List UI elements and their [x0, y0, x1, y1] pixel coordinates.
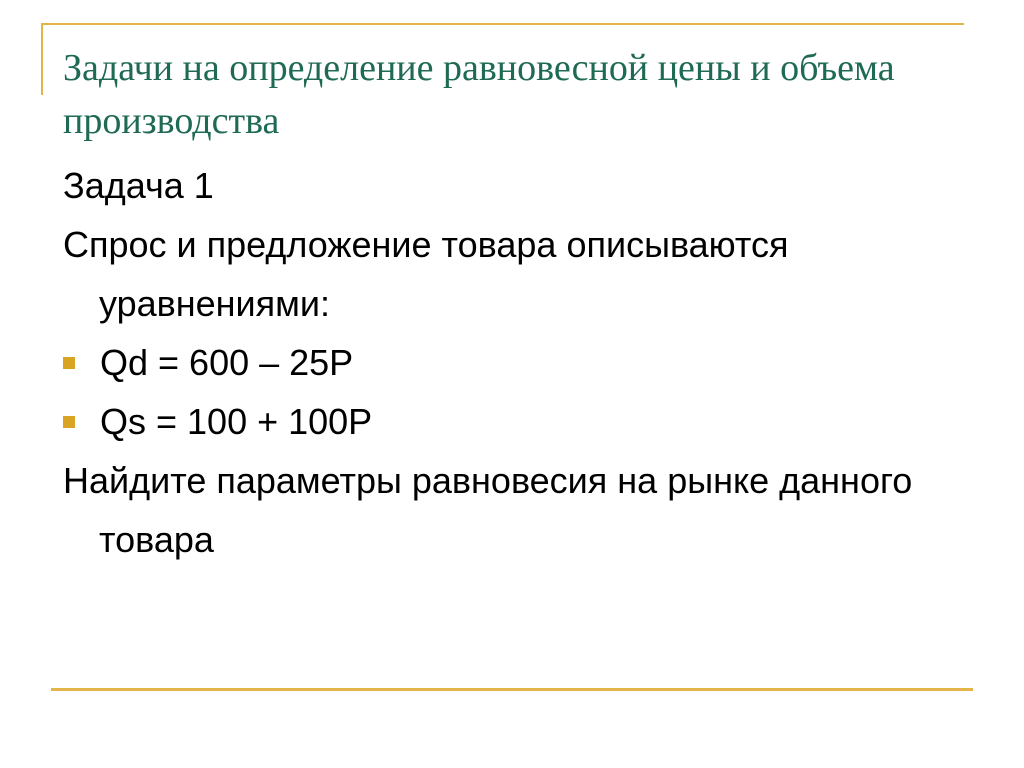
equation-item — [63, 333, 963, 392]
demand-equation: Qd = 600 – 25P — [100, 342, 354, 383]
top-rule — [41, 23, 964, 25]
slide-title: Задачи на определение равновесной цены и объема производства — [63, 47, 895, 142]
bottom-rule — [51, 688, 973, 691]
square-bullet-icon — [63, 357, 75, 369]
square-bullet-icon — [63, 416, 75, 428]
task-intro: Спрос и предложение товара описываются уравнениями: — [63, 224, 789, 324]
supply-equation: Qs = 100 + 100P — [100, 401, 373, 442]
slide-body — [63, 156, 963, 569]
equation-item — [63, 392, 963, 451]
task-heading: Задача 1 — [63, 165, 214, 206]
left-rule — [41, 23, 43, 95]
task-question: Найдите параметры равновесия на рынке данного товара — [63, 460, 913, 560]
